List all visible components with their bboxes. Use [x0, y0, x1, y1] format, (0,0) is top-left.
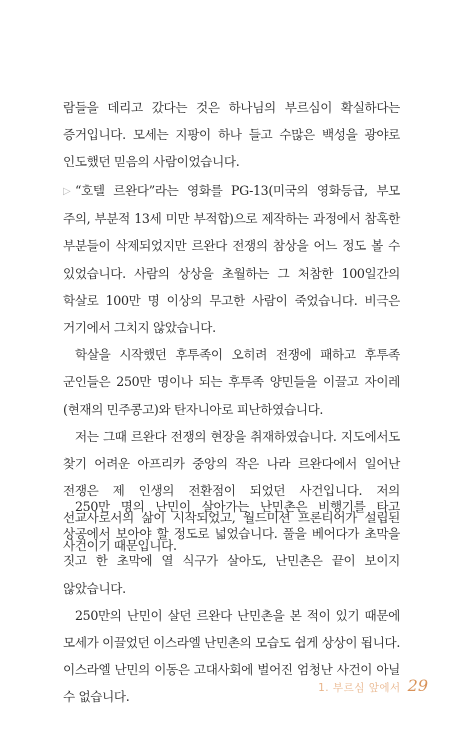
paragraph-hutu-refugees: 학살을 시작했던 후투족이 오히려 전쟁에 패하고 후투족 군인들은 250만 명이나 되는 후투족 양민들을 이끌고 자이레(현재의 민주콩고)와 탄자니아로 피난하였습니다.	[63, 347, 400, 417]
page-number: 29	[407, 676, 428, 695]
chapter-label: 1. 부르심 앞에서	[318, 682, 401, 694]
paragraph-moses-faith: 람들을 데리고 갔다는 것은 하나님의 부르심이 확실하다는 증거입니다. 모세는 지팡이 하나 들고 수많은 백성을 광야로 인도했던 믿음의 사람이었습니다.	[63, 100, 400, 170]
paragraph-israel-refugees: 250만의 난민이 살던 르완다 난민촌을 본 적이 있기 때문에 모세가 이끌었던 이스라엘 난민촌의 모습도 쉽게 상상이 됩니다. 이스라엘 난민의 이동은 고대사회에 벌어진 엄청난 사건이 아닐 수 없습니다.	[63, 607, 400, 705]
text-block-top	[63, 94, 400, 176]
paragraph-refugee-camp: 250만 명의 난민이 살아가는 난민촌은 비행기를 타고 상공에서 보아야 할 정도로 넓었습니다. 풀을 베어다가 초막을 짓고 한 초막에 열 식구가 살아도, 난민촌은 끝이 보이지 않았습니다.	[63, 499, 400, 596]
paragraph-hotel-rwanda-text: “호텔 르완다”라는 영화를 PG-13(미국의 영화등급, 부모 주의, 부분적 13세 미만 부적합)으로 제작하는 과정에서 참혹한 부분들이 삭제되었지만 르완다 전쟁의 참상을 어느 정도 볼 수 있었습니다. 사람의 상상을 초월하는 그 처참한 100일간의 학살로 100만 명 이상의 무고한 사람이 죽었습니다. 비극은 거기에서 그치지 않았습니다.	[63, 183, 400, 336]
page-footer	[318, 676, 428, 695]
paragraph-hotel-rwanda	[63, 177, 400, 341]
paragraph-marker-icon: ▷	[63, 186, 71, 197]
paragraph-war-coverage: 저는 그때 르완다 전쟁의 현장을 취재하였습니다. 지도에서도 찾기 어려운 아프리카 중앙의 작은 나라 르완다에서 일어난 전쟁은 제 인생의 전환점이 되었던 사건입니다. 저의 선교사로서의 삶이 시작되었고, 월드미션 프론티어가 설립된 사건이기 때문입니다.	[63, 428, 400, 553]
